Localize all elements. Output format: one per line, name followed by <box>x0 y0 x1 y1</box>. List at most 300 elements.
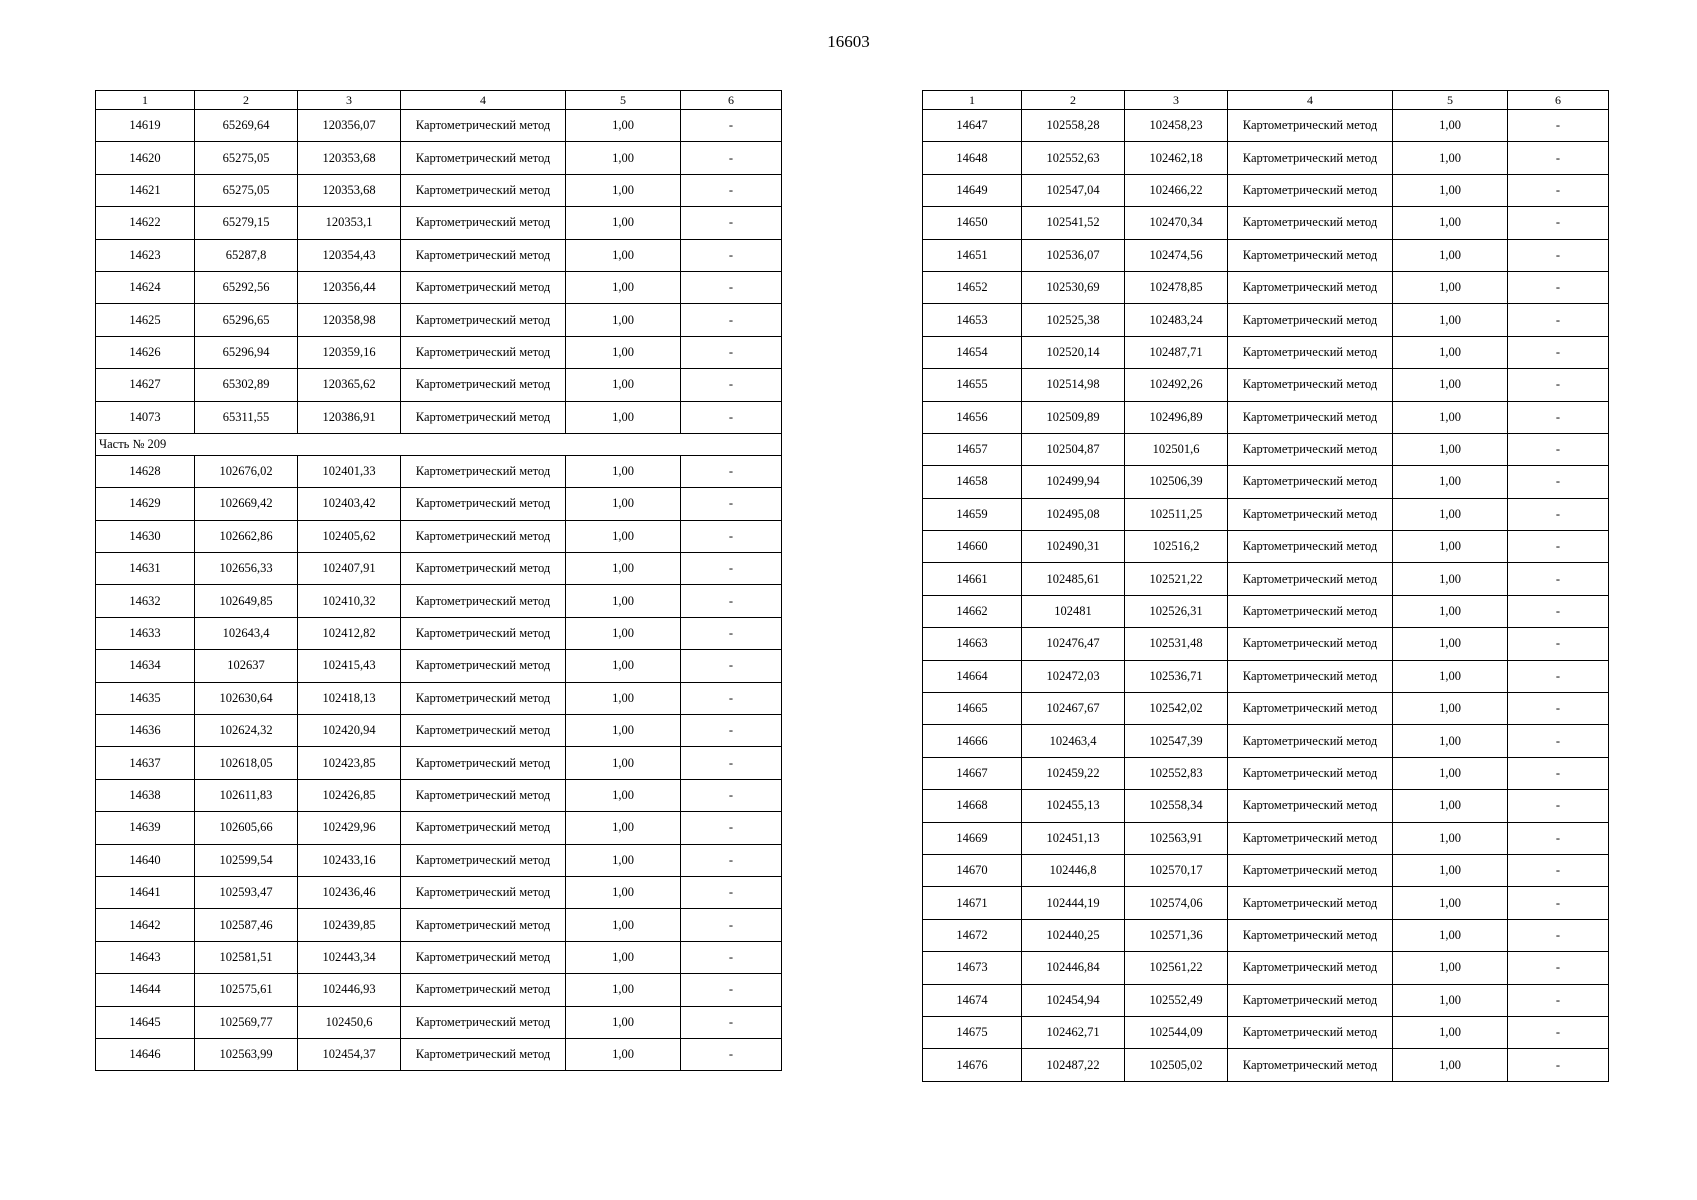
point-number-cell: 14627 <box>96 369 195 401</box>
column-header: 6 <box>1508 91 1609 110</box>
point-number-cell: 14662 <box>923 595 1022 627</box>
coordinates-table-right <box>922 90 1609 1082</box>
x-coordinate-cell: 65275,05 <box>195 142 298 174</box>
method-cell: Картометрический метод <box>1228 466 1393 498</box>
point-number-cell: 14622 <box>96 207 195 239</box>
column-header: 1 <box>923 91 1022 110</box>
method-cell: Картометрический метод <box>401 369 566 401</box>
method-cell: Картометрический метод <box>401 585 566 617</box>
accuracy-cell: 1,00 <box>566 617 681 649</box>
y-coordinate-cell: 102531,48 <box>1125 628 1228 660</box>
description-cell: - <box>681 401 782 433</box>
table-row <box>96 304 782 336</box>
y-coordinate-cell: 120358,98 <box>298 304 401 336</box>
x-coordinate-cell: 102656,33 <box>195 553 298 585</box>
x-coordinate-cell: 102637 <box>195 650 298 682</box>
table-row <box>96 779 782 811</box>
method-cell: Картометрический метод <box>1228 1016 1393 1048</box>
description-cell: - <box>1508 466 1609 498</box>
method-cell: Картометрический метод <box>1228 693 1393 725</box>
method-cell: Картометрический метод <box>1228 304 1393 336</box>
description-cell: - <box>681 1006 782 1038</box>
point-number-cell: 14649 <box>923 174 1022 206</box>
accuracy-cell: 1,00 <box>566 207 681 239</box>
table-row <box>923 854 1609 886</box>
table-row <box>923 725 1609 757</box>
point-number-cell: 14652 <box>923 271 1022 303</box>
method-cell: Картометрический метод <box>401 682 566 714</box>
y-coordinate-cell: 120359,16 <box>298 336 401 368</box>
accuracy-cell: 1,00 <box>1393 498 1508 530</box>
accuracy-cell: 1,00 <box>1393 563 1508 595</box>
accuracy-cell: 1,00 <box>1393 466 1508 498</box>
x-coordinate-cell: 65287,8 <box>195 239 298 271</box>
point-number-cell: 14623 <box>96 239 195 271</box>
accuracy-cell: 1,00 <box>1393 336 1508 368</box>
accuracy-cell: 1,00 <box>1393 919 1508 951</box>
method-cell: Картометрический метод <box>1228 887 1393 919</box>
table-row <box>923 498 1609 530</box>
x-coordinate-cell: 102525,38 <box>1022 304 1125 336</box>
description-cell: - <box>1508 433 1609 465</box>
description-cell: - <box>681 239 782 271</box>
y-coordinate-cell: 102542,02 <box>1125 693 1228 725</box>
point-number-cell: 14672 <box>923 919 1022 951</box>
table-row <box>96 585 782 617</box>
accuracy-cell: 1,00 <box>1393 952 1508 984</box>
x-coordinate-cell: 65296,65 <box>195 304 298 336</box>
point-number-cell: 14651 <box>923 239 1022 271</box>
point-number-cell: 14637 <box>96 747 195 779</box>
method-cell: Картометрический метод <box>401 174 566 206</box>
accuracy-cell: 1,00 <box>1393 401 1508 433</box>
x-coordinate-cell: 102451,13 <box>1022 822 1125 854</box>
point-number-cell: 14657 <box>923 433 1022 465</box>
table-row <box>923 336 1609 368</box>
table-row <box>923 142 1609 174</box>
x-coordinate-cell: 102563,99 <box>195 1038 298 1070</box>
x-coordinate-cell: 102599,54 <box>195 844 298 876</box>
y-coordinate-cell: 102478,85 <box>1125 271 1228 303</box>
point-number-cell: 14639 <box>96 812 195 844</box>
accuracy-cell: 1,00 <box>1393 271 1508 303</box>
x-coordinate-cell: 65269,64 <box>195 110 298 142</box>
x-coordinate-cell: 65275,05 <box>195 174 298 206</box>
method-cell: Картометрический метод <box>401 553 566 585</box>
point-number-cell: 14629 <box>96 488 195 520</box>
section-row <box>96 433 782 455</box>
accuracy-cell: 1,00 <box>566 142 681 174</box>
y-coordinate-cell: 102516,2 <box>1125 531 1228 563</box>
method-cell: Картометрический метод <box>1228 239 1393 271</box>
description-cell: - <box>1508 790 1609 822</box>
method-cell: Картометрический метод <box>1228 854 1393 886</box>
accuracy-cell: 1,00 <box>1393 854 1508 886</box>
y-coordinate-cell: 102492,26 <box>1125 369 1228 401</box>
accuracy-cell: 1,00 <box>1393 887 1508 919</box>
x-coordinate-cell: 102676,02 <box>195 455 298 487</box>
header-row <box>923 91 1609 110</box>
table-row <box>923 466 1609 498</box>
x-coordinate-cell: 102462,71 <box>1022 1016 1125 1048</box>
y-coordinate-cell: 102429,96 <box>298 812 401 844</box>
point-number-cell: 14631 <box>96 553 195 585</box>
description-cell: - <box>1508 952 1609 984</box>
x-coordinate-cell: 102669,42 <box>195 488 298 520</box>
description-cell: - <box>1508 854 1609 886</box>
x-coordinate-cell: 102547,04 <box>1022 174 1125 206</box>
x-coordinate-cell: 102499,94 <box>1022 466 1125 498</box>
y-coordinate-cell: 102521,22 <box>1125 563 1228 595</box>
accuracy-cell: 1,00 <box>566 110 681 142</box>
column-header: 5 <box>1393 91 1508 110</box>
accuracy-cell: 1,00 <box>1393 110 1508 142</box>
point-number-cell: 14650 <box>923 207 1022 239</box>
x-coordinate-cell: 102463,4 <box>1022 725 1125 757</box>
method-cell: Картометрический метод <box>1228 725 1393 757</box>
point-number-cell: 14633 <box>96 617 195 649</box>
point-number-cell: 14661 <box>923 563 1022 595</box>
accuracy-cell: 1,00 <box>566 239 681 271</box>
accuracy-cell: 1,00 <box>566 974 681 1006</box>
table-row <box>96 941 782 973</box>
x-coordinate-cell: 102649,85 <box>195 585 298 617</box>
y-coordinate-cell: 102415,43 <box>298 650 401 682</box>
x-coordinate-cell: 102618,05 <box>195 747 298 779</box>
method-cell: Картометрический метод <box>1228 790 1393 822</box>
y-coordinate-cell: 102466,22 <box>1125 174 1228 206</box>
y-coordinate-cell: 102412,82 <box>298 617 401 649</box>
x-coordinate-cell: 102514,98 <box>1022 369 1125 401</box>
accuracy-cell: 1,00 <box>1393 822 1508 854</box>
description-cell: - <box>681 142 782 174</box>
accuracy-cell: 1,00 <box>1393 1049 1508 1081</box>
table-row <box>923 660 1609 692</box>
description-cell: - <box>681 174 782 206</box>
description-cell: - <box>681 941 782 973</box>
method-cell: Картометрический метод <box>1228 401 1393 433</box>
point-number-cell: 14647 <box>923 110 1022 142</box>
description-cell: - <box>1508 110 1609 142</box>
point-number-cell: 14621 <box>96 174 195 206</box>
method-cell: Картометрический метод <box>1228 207 1393 239</box>
y-coordinate-cell: 120354,43 <box>298 239 401 271</box>
accuracy-cell: 1,00 <box>566 369 681 401</box>
description-cell: - <box>681 682 782 714</box>
y-coordinate-cell: 102407,91 <box>298 553 401 585</box>
point-number-cell: 14673 <box>923 952 1022 984</box>
x-coordinate-cell: 102530,69 <box>1022 271 1125 303</box>
accuracy-cell: 1,00 <box>1393 239 1508 271</box>
point-number-cell: 14659 <box>923 498 1022 530</box>
accuracy-cell: 1,00 <box>1393 628 1508 660</box>
x-coordinate-cell: 102444,19 <box>1022 887 1125 919</box>
description-cell: - <box>681 110 782 142</box>
accuracy-cell: 1,00 <box>1393 433 1508 465</box>
x-coordinate-cell: 65279,15 <box>195 207 298 239</box>
point-number-cell: 14653 <box>923 304 1022 336</box>
y-coordinate-cell: 102552,49 <box>1125 984 1228 1016</box>
x-coordinate-cell: 102605,66 <box>195 812 298 844</box>
description-cell: - <box>1508 369 1609 401</box>
y-coordinate-cell: 102450,6 <box>298 1006 401 1038</box>
y-coordinate-cell: 102423,85 <box>298 747 401 779</box>
description-cell: - <box>1508 401 1609 433</box>
description-cell: - <box>1508 693 1609 725</box>
x-coordinate-cell: 102643,4 <box>195 617 298 649</box>
y-coordinate-cell: 102544,09 <box>1125 1016 1228 1048</box>
point-number-cell: 14654 <box>923 336 1022 368</box>
method-cell: Картометрический метод <box>401 488 566 520</box>
column-header: 1 <box>96 91 195 110</box>
x-coordinate-cell: 102593,47 <box>195 876 298 908</box>
table-row <box>923 239 1609 271</box>
description-cell: - <box>681 304 782 336</box>
x-coordinate-cell: 102467,67 <box>1022 693 1125 725</box>
table-row <box>96 239 782 271</box>
y-coordinate-cell: 102558,34 <box>1125 790 1228 822</box>
table-row <box>96 617 782 649</box>
table-row <box>923 433 1609 465</box>
point-number-cell: 14665 <box>923 693 1022 725</box>
point-number-cell: 14666 <box>923 725 1022 757</box>
table-row <box>923 401 1609 433</box>
y-coordinate-cell: 102483,24 <box>1125 304 1228 336</box>
y-coordinate-cell: 120356,44 <box>298 271 401 303</box>
table-row <box>96 336 782 368</box>
point-number-cell: 14635 <box>96 682 195 714</box>
accuracy-cell: 1,00 <box>566 304 681 336</box>
y-coordinate-cell: 102420,94 <box>298 715 401 747</box>
description-cell: - <box>1508 984 1609 1016</box>
x-coordinate-cell: 102472,03 <box>1022 660 1125 692</box>
point-number-cell: 14669 <box>923 822 1022 854</box>
table-row <box>96 110 782 142</box>
table-row <box>96 553 782 585</box>
method-cell: Картометрический метод <box>1228 757 1393 789</box>
column-header: 2 <box>1022 91 1125 110</box>
method-cell: Картометрический метод <box>1228 628 1393 660</box>
method-cell: Картометрический метод <box>401 876 566 908</box>
point-number-cell: 14670 <box>923 854 1022 886</box>
y-coordinate-cell: 102511,25 <box>1125 498 1228 530</box>
accuracy-cell: 1,00 <box>1393 757 1508 789</box>
point-number-cell: 14632 <box>96 585 195 617</box>
table-row <box>923 1016 1609 1048</box>
method-cell: Картометрический метод <box>401 239 566 271</box>
method-cell: Картометрический метод <box>401 941 566 973</box>
x-coordinate-cell: 102476,47 <box>1022 628 1125 660</box>
x-coordinate-cell: 102569,77 <box>195 1006 298 1038</box>
table-row <box>923 919 1609 951</box>
x-coordinate-cell: 102541,52 <box>1022 207 1125 239</box>
method-cell: Картометрический метод <box>1228 984 1393 1016</box>
method-cell: Картометрический метод <box>401 650 566 682</box>
point-number-cell: 14646 <box>96 1038 195 1070</box>
point-number-cell: 14619 <box>96 110 195 142</box>
column-header: 6 <box>681 91 782 110</box>
description-cell: - <box>681 779 782 811</box>
description-cell: - <box>681 617 782 649</box>
column-header: 3 <box>298 91 401 110</box>
y-coordinate-cell: 102462,18 <box>1125 142 1228 174</box>
table-row <box>923 822 1609 854</box>
y-coordinate-cell: 102433,16 <box>298 844 401 876</box>
method-cell: Картометрический метод <box>1228 174 1393 206</box>
method-cell: Картометрический метод <box>401 304 566 336</box>
x-coordinate-cell: 102624,32 <box>195 715 298 747</box>
table-row <box>96 747 782 779</box>
table-row <box>96 844 782 876</box>
point-number-cell: 14663 <box>923 628 1022 660</box>
accuracy-cell: 1,00 <box>566 553 681 585</box>
point-number-cell: 14667 <box>923 757 1022 789</box>
y-coordinate-cell: 102443,34 <box>298 941 401 973</box>
method-cell: Картометрический метод <box>401 909 566 941</box>
coordinates-table-left <box>95 90 782 1071</box>
method-cell: Картометрический метод <box>401 747 566 779</box>
description-cell: - <box>681 369 782 401</box>
point-number-cell: 14644 <box>96 974 195 1006</box>
description-cell: - <box>1508 757 1609 789</box>
accuracy-cell: 1,00 <box>1393 369 1508 401</box>
accuracy-cell: 1,00 <box>566 271 681 303</box>
point-number-cell: 14674 <box>923 984 1022 1016</box>
accuracy-cell: 1,00 <box>1393 693 1508 725</box>
accuracy-cell: 1,00 <box>566 488 681 520</box>
x-coordinate-cell: 102459,22 <box>1022 757 1125 789</box>
point-number-cell: 14638 <box>96 779 195 811</box>
point-number-cell: 14655 <box>923 369 1022 401</box>
table-row <box>96 715 782 747</box>
accuracy-cell: 1,00 <box>566 336 681 368</box>
y-coordinate-cell: 102496,89 <box>1125 401 1228 433</box>
x-coordinate-cell: 102495,08 <box>1022 498 1125 530</box>
method-cell: Картометрический метод <box>401 974 566 1006</box>
table-row <box>96 488 782 520</box>
x-coordinate-cell: 102487,22 <box>1022 1049 1125 1081</box>
y-coordinate-cell: 102561,22 <box>1125 952 1228 984</box>
description-cell: - <box>681 909 782 941</box>
accuracy-cell: 1,00 <box>566 909 681 941</box>
y-coordinate-cell: 102403,42 <box>298 488 401 520</box>
y-coordinate-cell: 102426,85 <box>298 779 401 811</box>
x-coordinate-cell: 102611,83 <box>195 779 298 811</box>
description-cell: - <box>681 271 782 303</box>
x-coordinate-cell: 102490,31 <box>1022 531 1125 563</box>
method-cell: Картометрический метод <box>1228 110 1393 142</box>
method-cell: Картометрический метод <box>401 617 566 649</box>
y-coordinate-cell: 102405,62 <box>298 520 401 552</box>
point-number-cell: 14671 <box>923 887 1022 919</box>
y-coordinate-cell: 120353,68 <box>298 174 401 206</box>
description-cell: - <box>681 876 782 908</box>
table-row <box>923 984 1609 1016</box>
y-coordinate-cell: 102470,34 <box>1125 207 1228 239</box>
method-cell: Картометрический метод <box>1228 142 1393 174</box>
y-coordinate-cell: 102526,31 <box>1125 595 1228 627</box>
accuracy-cell: 1,00 <box>566 650 681 682</box>
table-row <box>923 887 1609 919</box>
y-coordinate-cell: 102501,6 <box>1125 433 1228 465</box>
accuracy-cell: 1,00 <box>566 715 681 747</box>
description-cell: - <box>1508 563 1609 595</box>
x-coordinate-cell: 102446,84 <box>1022 952 1125 984</box>
method-cell: Картометрический метод <box>401 1038 566 1070</box>
point-number-cell: 14626 <box>96 336 195 368</box>
point-number-cell: 14641 <box>96 876 195 908</box>
y-coordinate-cell: 102547,39 <box>1125 725 1228 757</box>
method-cell: Картометрический метод <box>1228 271 1393 303</box>
x-coordinate-cell: 102552,63 <box>1022 142 1125 174</box>
description-cell: - <box>1508 304 1609 336</box>
x-coordinate-cell: 102581,51 <box>195 941 298 973</box>
method-cell: Картометрический метод <box>401 812 566 844</box>
table-row <box>923 790 1609 822</box>
table-row <box>96 520 782 552</box>
point-number-cell: 14676 <box>923 1049 1022 1081</box>
description-cell: - <box>1508 887 1609 919</box>
method-cell: Картометрический метод <box>401 520 566 552</box>
x-coordinate-cell: 102455,13 <box>1022 790 1125 822</box>
method-cell: Картометрический метод <box>401 1006 566 1038</box>
x-coordinate-cell: 102509,89 <box>1022 401 1125 433</box>
description-cell: - <box>681 1038 782 1070</box>
method-cell: Картометрический метод <box>401 207 566 239</box>
method-cell: Картометрический метод <box>1228 660 1393 692</box>
y-coordinate-cell: 120353,1 <box>298 207 401 239</box>
description-cell: - <box>1508 628 1609 660</box>
y-coordinate-cell: 102505,02 <box>1125 1049 1228 1081</box>
section-title: Часть № 209 <box>96 433 782 455</box>
description-cell: - <box>1508 207 1609 239</box>
accuracy-cell: 1,00 <box>566 1038 681 1070</box>
description-cell: - <box>1508 822 1609 854</box>
description-cell: - <box>681 336 782 368</box>
method-cell: Картометрический метод <box>1228 1049 1393 1081</box>
accuracy-cell: 1,00 <box>566 779 681 811</box>
x-coordinate-cell: 65296,94 <box>195 336 298 368</box>
description-cell: - <box>1508 336 1609 368</box>
accuracy-cell: 1,00 <box>1393 1016 1508 1048</box>
y-coordinate-cell: 120353,68 <box>298 142 401 174</box>
y-coordinate-cell: 120386,91 <box>298 401 401 433</box>
table-row <box>96 1006 782 1038</box>
description-cell: - <box>681 812 782 844</box>
accuracy-cell: 1,00 <box>1393 725 1508 757</box>
description-cell: - <box>1508 239 1609 271</box>
description-cell: - <box>681 844 782 876</box>
x-coordinate-cell: 102440,25 <box>1022 919 1125 951</box>
description-cell: - <box>1508 725 1609 757</box>
table-row <box>96 650 782 682</box>
x-coordinate-cell: 102504,87 <box>1022 433 1125 465</box>
y-coordinate-cell: 102458,23 <box>1125 110 1228 142</box>
y-coordinate-cell: 102570,17 <box>1125 854 1228 886</box>
method-cell: Картометрический метод <box>401 401 566 433</box>
column-header: 5 <box>566 91 681 110</box>
method-cell: Картометрический метод <box>1228 563 1393 595</box>
description-cell: - <box>1508 595 1609 627</box>
accuracy-cell: 1,00 <box>1393 207 1508 239</box>
table-row <box>923 1049 1609 1081</box>
point-number-cell: 14642 <box>96 909 195 941</box>
accuracy-cell: 1,00 <box>566 812 681 844</box>
method-cell: Картометрический метод <box>1228 952 1393 984</box>
description-cell: - <box>681 585 782 617</box>
method-cell: Картометрический метод <box>1228 595 1393 627</box>
method-cell: Картометрический метод <box>1228 531 1393 563</box>
